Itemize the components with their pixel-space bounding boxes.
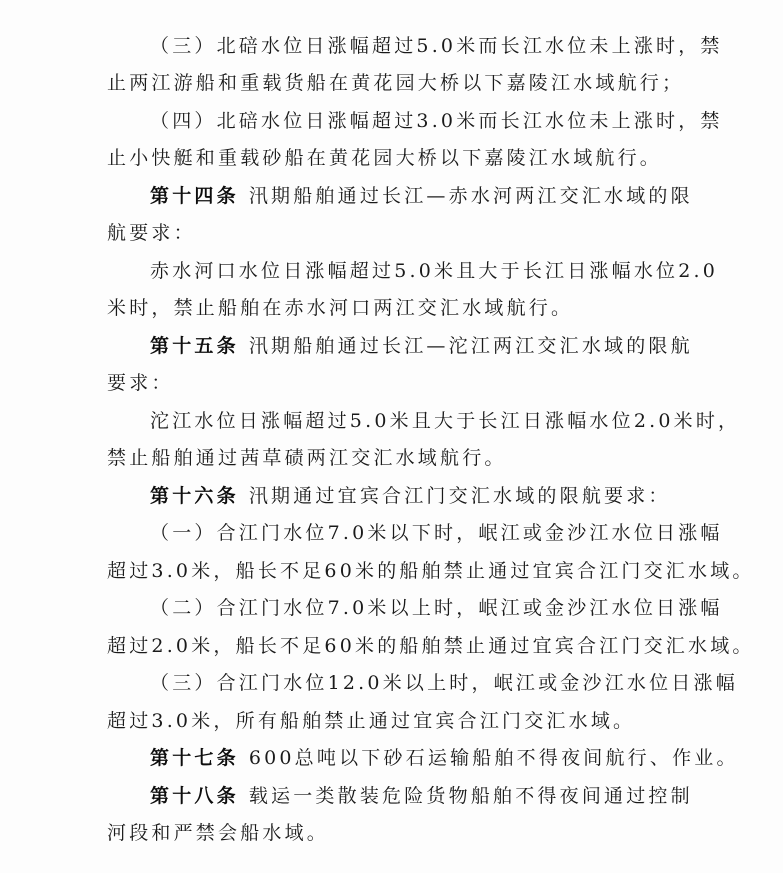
article-17-text: 600总吨以下砂石运输船舶不得夜间航行、作业。	[248, 747, 739, 769]
text-line-16: （二）合江门水位7.0米以上时，岷江或金沙江水位日涨幅	[150, 597, 723, 619]
article-14	[150, 177, 783, 215]
text-line-7: 赤水河口水位日涨幅超过5.0米且大于长江日涨幅水位2.0	[150, 260, 719, 282]
text-line-10: 要求：	[107, 372, 174, 394]
article-15-text: 汛期船舶通过长江—沱江两江交汇水域的限航	[248, 335, 693, 357]
text-line-15: 超过3.0米，船长不足60米的船舶禁止通过宜宾合江门交汇水域。	[107, 560, 755, 582]
text-line-3: （四）北碚水位日涨幅超过3.0米而长江水位未上涨时，禁	[150, 110, 723, 132]
text-line-1: （三）北碚水位日涨幅超过5.0米而长江水位未上涨时，禁	[150, 35, 723, 57]
article-18-text: 载运一类散装危险货物船舶不得夜间通过控制	[248, 785, 693, 807]
article-18-heading: 第十八条	[150, 785, 239, 807]
text-line-19: 超过3.0米，所有船舶禁止通过宜宾合江门交汇水域。	[107, 710, 636, 732]
article-15	[150, 327, 783, 365]
text-line-6: 航要求：	[107, 222, 196, 244]
article-17-heading: 第十七条	[150, 747, 239, 769]
text-line-4: 止小快艇和重载砂船在黄花园大桥以下嘉陵江水域航行。	[107, 147, 663, 169]
text-line-17: 超过2.0米，船长不足60米的船舶禁止通过宜宾合江门交汇水域。	[107, 635, 755, 657]
article-14-text: 汛期船舶通过长江—赤水河两江交汇水域的限	[248, 185, 693, 207]
text-line-14: （一）合江门水位7.0米以下时，岷江或金沙江水位日涨幅	[150, 522, 723, 544]
text-line-12: 禁止船舶通过茜草碛两江交汇水域航行。	[107, 447, 507, 469]
text-line-22: 河段和严禁会船水域。	[107, 822, 330, 844]
article-14-heading: 第十四条	[150, 185, 239, 207]
text-line-11: 沱江水位日涨幅超过5.0米且大于长江日涨幅水位2.0米时，	[150, 410, 741, 432]
article-16-heading: 第十六条	[150, 485, 239, 507]
article-17	[150, 739, 783, 777]
text-line-8: 米时，禁止船舶在赤水河口两江交汇水域航行。	[107, 297, 574, 319]
article-15-heading: 第十五条	[150, 335, 239, 357]
article-16-text: 汛期通过宜宾合江门交汇水域的限航要求：	[248, 485, 671, 507]
text-line-18: （三）合江门水位12.0米以上时，岷江或金沙江水位日涨幅	[150, 672, 738, 694]
article-16	[150, 477, 783, 515]
article-18	[150, 777, 783, 815]
text-line-2: 止两江游船和重载货船在黄花园大桥以下嘉陵江水域航行；	[107, 72, 685, 94]
